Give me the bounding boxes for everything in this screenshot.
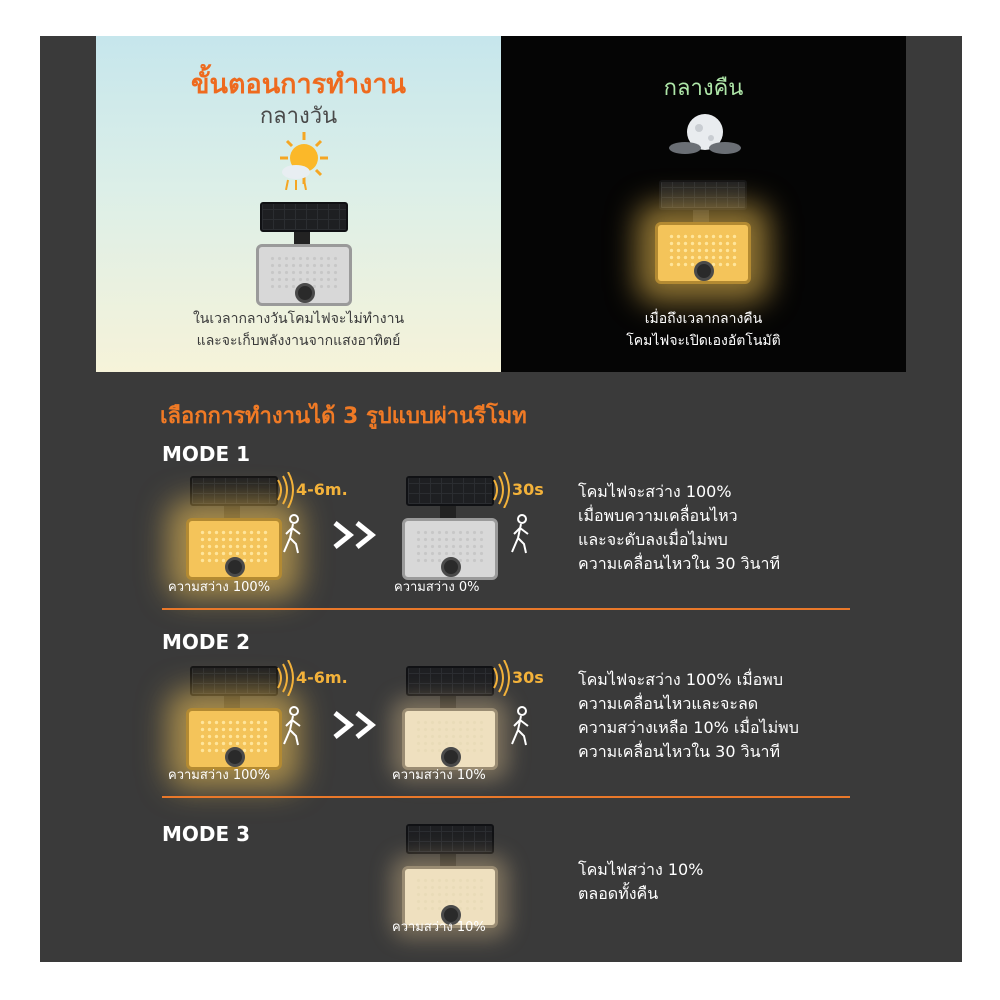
mode-1-brightness-on: ความสว่าง 100% xyxy=(168,580,271,595)
mode-1-title: MODE 1 xyxy=(162,442,251,466)
mode-1-lamp-on xyxy=(186,476,286,586)
motion-sensor xyxy=(295,283,315,303)
mode-1-range: 4-6m. xyxy=(296,480,348,499)
sun-icon xyxy=(274,130,334,190)
walking-person-icon xyxy=(280,514,306,554)
mode-2-lamp-on xyxy=(186,666,286,776)
solar-panel xyxy=(659,180,747,210)
mode-1-brightness-off: ความสว่าง 0% xyxy=(394,580,480,595)
mode-1-lamp-off xyxy=(402,476,502,586)
infographic xyxy=(40,36,962,962)
modes-heading: เลือกการทำงานได้ 3 รูปแบบผ่านรีโมท xyxy=(160,404,527,429)
arrow-next-icon xyxy=(332,710,382,740)
daytime-label: กลางวัน xyxy=(259,104,338,129)
mode-3-brightness: ความสว่าง 10% xyxy=(392,920,486,935)
mode-2-lamp-dim xyxy=(402,666,502,776)
walking-person-icon xyxy=(280,706,306,746)
motion-sensor xyxy=(694,261,714,281)
nighttime-label: กลางคืน xyxy=(663,76,744,101)
lamp-body xyxy=(256,244,352,306)
solar-panel xyxy=(260,202,348,232)
divider xyxy=(162,796,850,798)
mode-2-timeout: 30s xyxy=(512,668,544,687)
walking-person-icon xyxy=(508,706,534,746)
mode-2-brightness-off: ความสว่าง 10% xyxy=(392,768,486,783)
motion-sensor xyxy=(441,557,461,577)
mode-2-range: 4-6m. xyxy=(296,668,348,687)
mode-2-title: MODE 2 xyxy=(162,630,251,654)
mode-1-timeout: 30s xyxy=(512,480,544,499)
motion-wave-icon xyxy=(276,660,294,696)
arrow-next-icon xyxy=(332,520,382,550)
mode-3-title: MODE 3 xyxy=(162,822,251,846)
motion-wave-icon xyxy=(276,472,294,508)
nighttime-panel xyxy=(501,36,906,372)
process-title: ขั้นตอนการทำงาน xyxy=(191,69,406,100)
motion-wave-icon xyxy=(492,660,510,696)
moon-icon xyxy=(669,108,741,164)
walking-person-icon xyxy=(508,514,534,554)
divider xyxy=(162,608,850,610)
motion-sensor xyxy=(225,557,245,577)
mode-1-description: โคมไฟจะสว่าง 100% เมื่อพบความเคลื่อนไหว และจะดับลงเมื่อไม่พบ ความเคลื่อนไหวใน 30 วินาที xyxy=(578,482,781,573)
solar-lamp-day xyxy=(256,202,356,312)
daytime-caption: ในเวลากลางวันโคมไฟจะไม่ทำงาน และจะเก็บพลังงานจากแสงอาทิตย์ xyxy=(192,311,405,349)
motion-wave-icon xyxy=(492,472,510,508)
lamp-body xyxy=(655,222,751,284)
nighttime-caption: เมื่อถึงเวลากลางคืน โคมไฟจะเปิดเองอัตโนมัติ xyxy=(626,311,781,349)
daytime-panel xyxy=(96,36,501,372)
mode-2-description: โคมไฟจะสว่าง 100% เมื่อพบ ความเคลื่อนไหวและจะลด ความสว่างเหลือ 10% เมื่อไม่พบ ความเคลื่อนไหวใน 30 วินาที xyxy=(578,670,799,761)
solar-lamp-night xyxy=(655,180,755,290)
mode-3-description: โคมไฟสว่าง 10% ตลอดทั้งคืน xyxy=(578,860,704,903)
mode-2-brightness-on: ความสว่าง 100% xyxy=(168,768,271,783)
